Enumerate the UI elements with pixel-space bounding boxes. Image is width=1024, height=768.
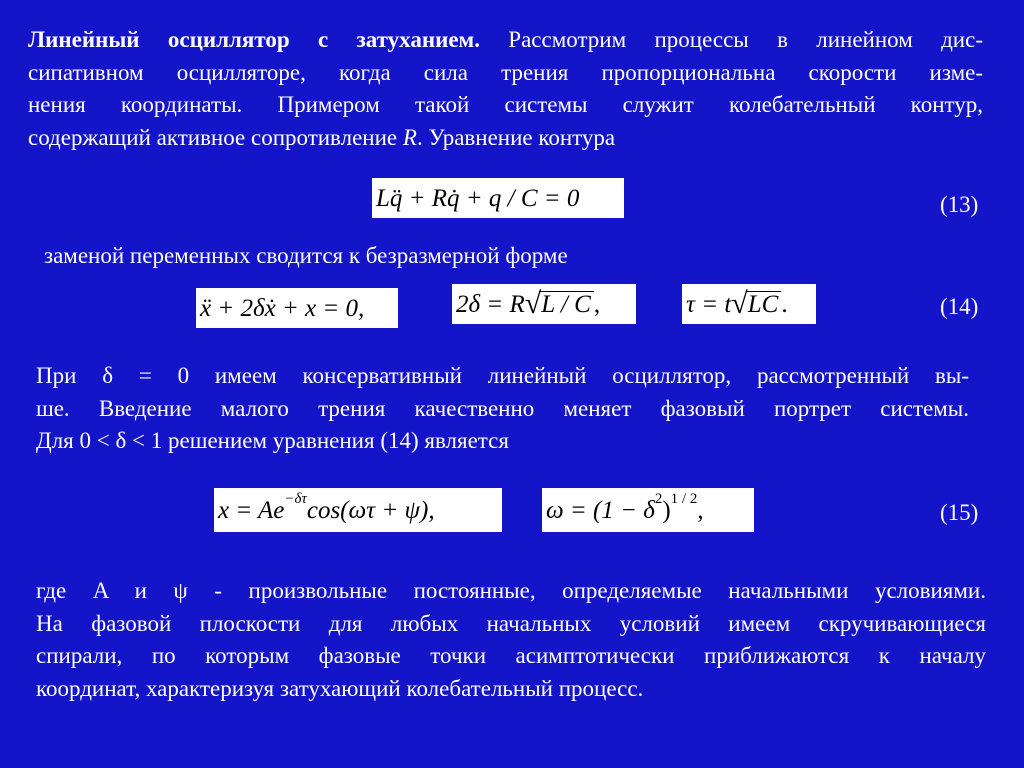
paragraph-2-line-2: ше. Введение малого трения качественно меняет фазовый портрет системы. [36,395,969,421]
equation-15b-post: , [697,496,704,524]
transition-text: заменой переменных сводится к безразмерной форме [44,243,568,268]
equation-15b-square: 2 [654,490,663,507]
paragraph-2 [36,360,969,458]
paragraph-2-line-1: При δ = 0 имеем консервативный линейный осциллятор, рассмотренный вы- [36,363,969,388]
sqrt-symbol: √ [524,287,542,320]
equation-14b-box [452,284,636,324]
equation-14b-root: L / C [539,291,594,317]
resistance-symbol: R [402,124,417,150]
intro-line-1-rest: Рассмотрим процессы в линейном дис- [479,27,983,52]
equation-15a-box [214,488,502,532]
paragraph-3 [36,575,986,705]
equation-13-number: (13) [940,192,979,217]
intro-paragraph [28,24,983,154]
equation-14c-box [682,284,816,324]
paragraph-2-line-3: Для 0 < δ < 1 решением уравнения (14) является [36,428,509,453]
equation-15b-mid: ) [662,496,671,524]
paragraph-3-line-1: где A и ψ - произвольные постоянные, определяемые начальными условиями. [36,578,986,603]
intro-line-4-a: содержащий активное сопротивление [28,124,403,150]
equation-13-box [372,178,624,218]
equation-15b-pre: ω = (1 − δ [546,496,655,524]
equation-14a-box [196,288,398,328]
equation-14a: ẍ + 2δẋ + x = 0, [200,294,365,322]
equation-15-number: (15) [940,500,979,525]
equation-14-number: (14) [940,294,979,319]
sqrt-symbol: √ [731,287,748,320]
equation-14c-root: LC [746,291,782,317]
section-title: Линейный осциллятор с затуханием. [28,27,480,52]
equation-14b-tail: , [593,290,601,318]
intro-line-1 [28,24,983,57]
intro-line-2: сипативном осцилляторе, когда сила трения пропорциональна скорости изме- [28,59,983,85]
intro-line-4-b: . Уравнение контура [416,124,616,150]
paragraph-3-line-2: На фазовой плоскости для любых начальных условий имеем скручивающиеся [36,610,986,636]
intro-line-3: нения координаты. Примером такой системы служит колебательный контур, [28,92,983,117]
equation-15b-power: 1 / 2 [670,490,698,507]
equation-15a-pre: x = Ae [218,496,285,524]
paragraph-3-line-4: координат, характеризуя затухающий колебательный процесс. [36,675,644,701]
equation-14b-left: 2δ = R [456,290,525,318]
equation-14c-tail: . [781,290,788,318]
equation-15a-exponent: −δτ [284,490,307,507]
intro-line-4 [28,122,983,155]
equation-13: Lq̈ + Rq̇ + q / C = 0 [376,184,580,212]
equation-15b-box [542,488,754,532]
paragraph-3-line-3: спирали, по которым фазовые точки асимптотически приближаются к началу [36,643,986,668]
equation-14c-left: τ = t [686,290,732,318]
equation-15a-post: cos(ωτ + ψ), [306,496,435,524]
